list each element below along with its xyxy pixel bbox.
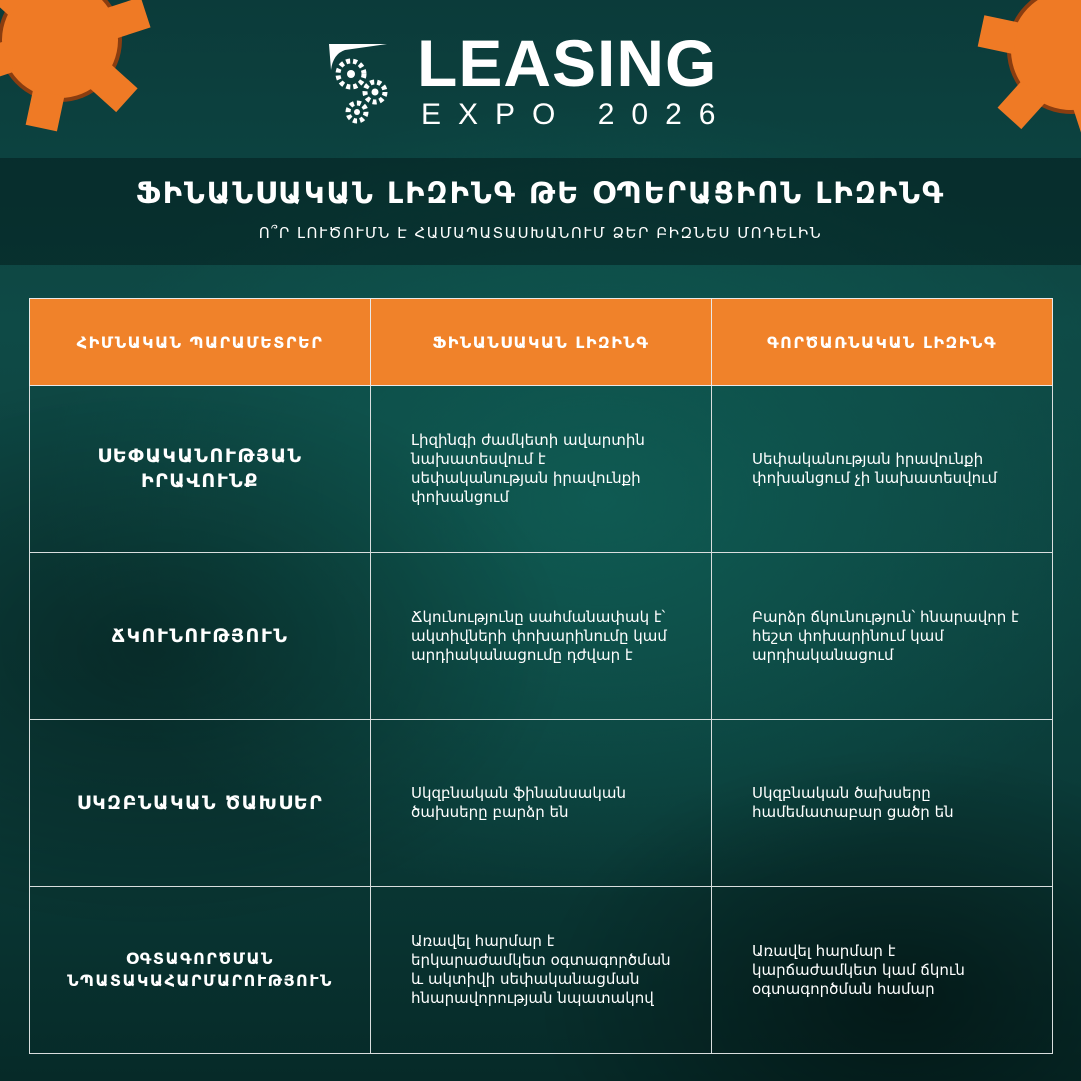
- financial-cell: Ճկունությունը սահմանափակ է՝ ակտիվների փոխարինումը կամ արդիականացումը դժվար է: [371, 553, 712, 720]
- param-cell: ՍԿԶԲՆԱԿԱՆ ԾԱԽՍԵՐ: [30, 720, 371, 887]
- table-row: [30, 386, 1053, 553]
- financial-cell: Լիզինգի ժամկետի ավարտին նախատեսվում է սեփականության իրավունքի փոխանցում: [371, 386, 712, 553]
- operating-cell: Բարձր ճկունություն՝ հնարավոր է հեշտ փոխարինում կամ արդիականացում: [712, 553, 1053, 720]
- gears-logo-icon: [325, 40, 395, 130]
- title-banner: [0, 158, 1081, 265]
- param-cell: ՃԿՈՒՆՈՒԹՅՈՒՆ: [30, 553, 371, 720]
- gear-decoration-right-icon: [961, 0, 1081, 160]
- column-header-financial-leasing: ՖԻՆԱՆՍԱԿԱՆ ԼԻԶԻՆԳ: [371, 299, 712, 386]
- logo-subtitle: EXPO 2026: [421, 98, 733, 131]
- table-header-row: [30, 299, 1053, 386]
- table-row: [30, 720, 1053, 887]
- column-header-operating-leasing: ԳՈՐԾԱՌՆԱԿԱՆ ԼԻԶԻՆԳ: [712, 299, 1053, 386]
- logo-wordmark: LEASING: [417, 26, 718, 100]
- financial-cell: Սկզբնական ֆինանսական ծախսերը բարձր են: [371, 720, 712, 887]
- financial-cell: Առավել հարմար է երկարաժամկետ օգտագործման և ակտիվի սեփականացման հնարավորության նպատակով: [371, 887, 712, 1054]
- operating-cell: Առավել հարմար է կարճաժամկետ կամ ճկուն օգտագործման համար: [712, 887, 1053, 1054]
- param-cell: ՍԵՓԱԿԱՆՈՒԹՅԱՆ ԻՐԱՎՈՒՆՔ: [30, 386, 371, 553]
- page-subtitle: Ո՞Ր ԼՈՒԾՈՒՄՆ Է ՀԱՄԱՊԱՏԱՍԽԱՆՈՒՄ ՁԵՐ ԲԻԶՆԵՍ ՄՈԴԵԼԻՆ: [258, 224, 823, 242]
- param-cell: ՕԳՏԱԳՈՐԾՄԱՆ ՆՊԱՏԱԿԱՀԱՐՄԱՐՈՒԹՅՈՒՆ: [30, 887, 371, 1054]
- comparison-table: [29, 298, 1053, 1054]
- page-title: ՖԻՆԱՆՍԱԿԱՆ ԼԻԶԻՆԳ ԹԵ ՕՊԵՐԱՑԻՈՆ ԼԻԶԻՆԳ: [135, 176, 946, 210]
- event-logo: [325, 26, 765, 133]
- gear-decoration-left-icon: [0, 0, 160, 140]
- column-header-parameters: ՀԻՄՆԱԿԱՆ ՊԱՐԱՄԵՏՐԵՐ: [30, 299, 371, 386]
- table-row: [30, 553, 1053, 720]
- table-row: [30, 887, 1053, 1054]
- operating-cell: Սեփականության իրավունքի փոխանցում չի նախատեսվում: [712, 386, 1053, 553]
- operating-cell: Սկզբնական ծախսերը համեմատաբար ցածր են: [712, 720, 1053, 887]
